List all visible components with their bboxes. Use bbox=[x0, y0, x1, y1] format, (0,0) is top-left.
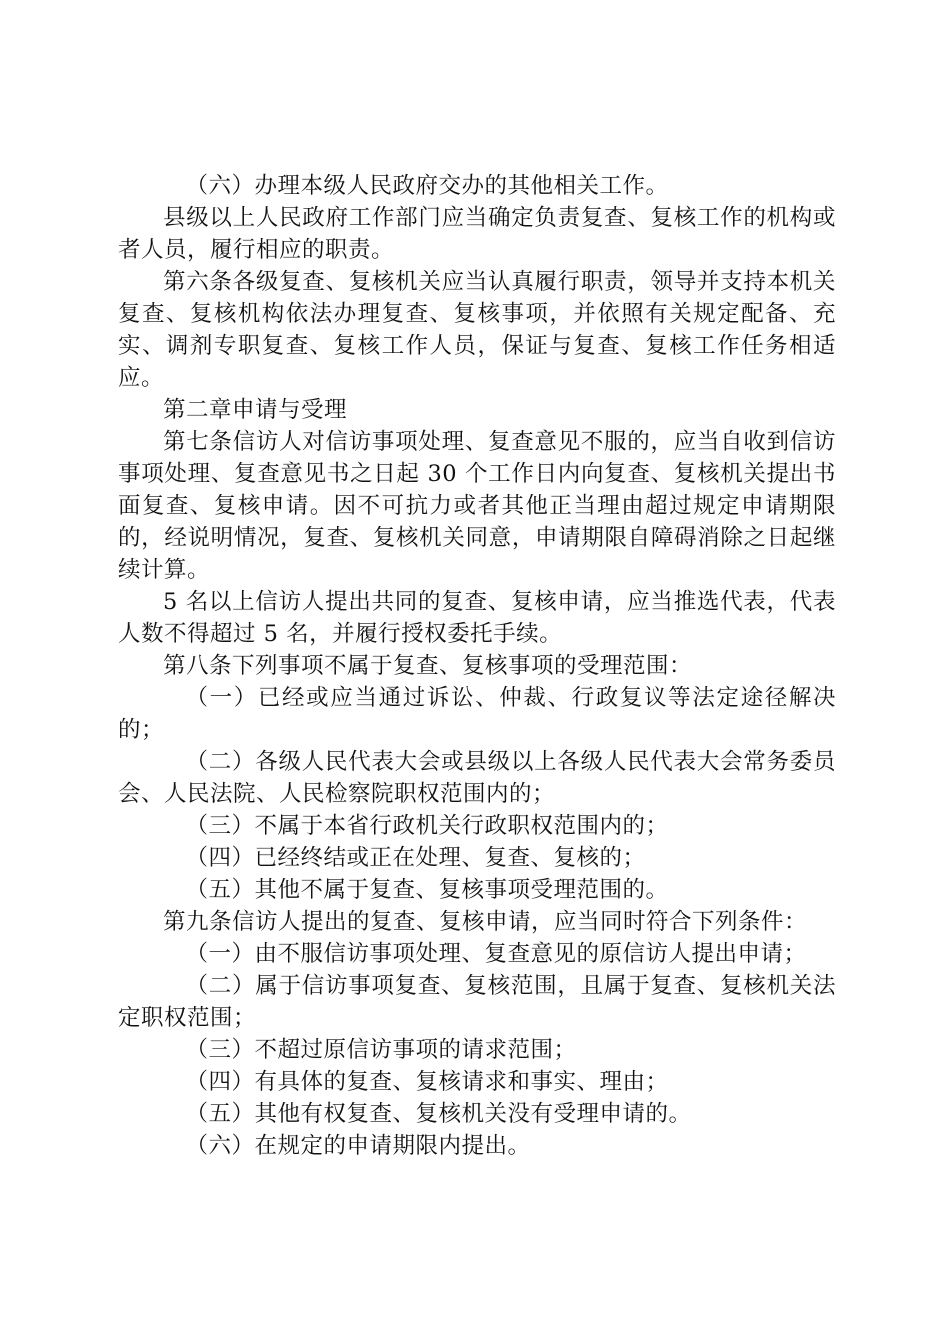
article-9-item-6: （六）在规定的申请期限内提出。 bbox=[185, 1133, 531, 1159]
paragraph-item-6: （六）办理本级人民政府交办的其他相关工作。 bbox=[185, 173, 669, 199]
paragraph: 县级以上人民政府工作部门应当确定负责复查、复核工作的机构或者人员，履行相应的职责。 bbox=[118, 205, 836, 263]
article-8-item-4: （四）已经终结或正在处理、复查、复核的； bbox=[185, 845, 646, 871]
article-7: 第七条信访人对信访事项处理、复查意见不服的，应当自收到信访事项处理、复查意见书之日起 30 个工作日内向复查、复核机关提出书面复查、复核申请。因不可抗力或者其他正当理由超过规定申请期限的，经说明情况，复查、复核机关同意，申请期限自障碍消除之日起继续计算。 bbox=[118, 429, 836, 583]
article-9-item-5: （五）其他有权复查、复核机关没有受理申请的。 bbox=[185, 1101, 692, 1127]
article-9: 第九条信访人提出的复查、复核申请，应当同时符合下列条件： bbox=[163, 909, 808, 935]
article-8-item-5: （五）其他不属于复查、复核事项受理范围的。 bbox=[185, 877, 669, 903]
article-8-item-3: （三）不属于本省行政机关行政职权范围内的； bbox=[185, 813, 669, 839]
paragraph: 5 名以上信访人提出共同的复查、复核申请，应当推选代表，代表人数不得超过 5 名，并履行授权委托手续。 bbox=[118, 589, 836, 647]
document-body bbox=[118, 170, 836, 1162]
article-9-item-3: （三）不超过原信访事项的请求范围； bbox=[185, 1037, 577, 1063]
article-8-item-1: （一）已经或应当通过诉讼、仲裁、行政复议等法定途径解决的； bbox=[118, 685, 836, 743]
chapter-2-heading: 第二章申请与受理 bbox=[163, 397, 348, 423]
article-9-item-1: （一）由不服信访事项处理、复查意见的原信访人提出申请； bbox=[185, 941, 807, 967]
article-8-item-2: （二）各级人民代表大会或县级以上各级人民代表大会常务委员会、人民法院、人民检察院职权范围内的； bbox=[118, 749, 836, 807]
article-9-item-4: （四）有具体的复查、复核请求和事实、理由； bbox=[185, 1069, 669, 1095]
article-6: 第六条各级复查、复核机关应当认真履行职责，领导并支持本机关复查、复核机构依法办理复查、复核事项，并依照有关规定配备、充实、调剂专职复查、复核工作人员，保证与复查、复核工作任务相适应。 bbox=[118, 269, 836, 391]
article-9-item-2: （二）属于信访事项复查、复核范围，且属于复查、复核机关法定职权范围； bbox=[118, 973, 836, 1031]
article-8: 第八条下列事项不属于复查、复核事项的受理范围： bbox=[163, 653, 693, 679]
